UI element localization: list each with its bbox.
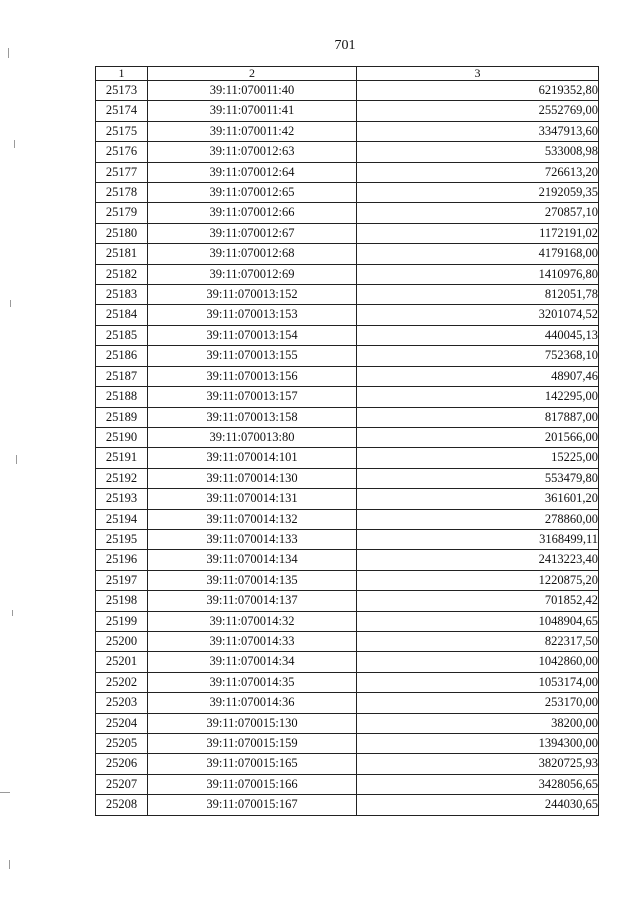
cadastral-number-cell: 39:11:070014:132	[148, 509, 357, 529]
cadastral-number-cell: 39:11:070014:33	[148, 631, 357, 651]
row-number-cell: 25200	[96, 631, 148, 651]
cadastral-value-cell: 270857,10	[357, 203, 599, 223]
cadastral-value-cell: 48907,46	[357, 366, 599, 386]
cadastral-value-cell: 553479,80	[357, 468, 599, 488]
cadastral-number-cell: 39:11:070012:66	[148, 203, 357, 223]
table-row	[96, 346, 599, 366]
cadastral-value-cell: 440045,13	[357, 325, 599, 345]
column-header-2: 2	[148, 67, 357, 81]
scan-mark	[9, 860, 10, 869]
cadastral-number-cell: 39:11:070014:32	[148, 611, 357, 631]
row-number-cell: 25187	[96, 366, 148, 386]
row-number-cell: 25180	[96, 223, 148, 243]
cadastral-value-cell: 2552769,00	[357, 101, 599, 121]
cadastral-number-cell: 39:11:070014:130	[148, 468, 357, 488]
row-number-cell: 25203	[96, 693, 148, 713]
cadastral-value-cell: 201566,00	[357, 427, 599, 447]
table-row	[96, 652, 599, 672]
row-number-cell: 25176	[96, 142, 148, 162]
cadastral-number-cell: 39:11:070014:134	[148, 550, 357, 570]
cadastral-value-cell: 142295,00	[357, 387, 599, 407]
table-row	[96, 162, 599, 182]
cadastral-number-cell: 39:11:070013:157	[148, 387, 357, 407]
table-row	[96, 734, 599, 754]
row-number-cell: 25196	[96, 550, 148, 570]
table-row	[96, 693, 599, 713]
table-row	[96, 183, 599, 203]
cadastral-number-cell: 39:11:070014:133	[148, 529, 357, 549]
row-number-cell: 25192	[96, 468, 148, 488]
cadastral-value-cell: 244030,65	[357, 795, 599, 815]
row-number-cell: 25191	[96, 448, 148, 468]
cadastral-number-cell: 39:11:070013:152	[148, 285, 357, 305]
row-number-cell: 25207	[96, 774, 148, 794]
cadastral-number-cell: 39:11:070012:67	[148, 223, 357, 243]
scan-mark	[8, 48, 9, 58]
row-number-cell: 25186	[96, 346, 148, 366]
row-number-cell: 25202	[96, 672, 148, 692]
row-number-cell: 25204	[96, 713, 148, 733]
cadastral-number-cell: 39:11:070014:135	[148, 570, 357, 590]
cadastral-value-cell: 361601,20	[357, 489, 599, 509]
cadastral-value-cell: 1042860,00	[357, 652, 599, 672]
row-number-cell: 25174	[96, 101, 148, 121]
table-row	[96, 121, 599, 141]
cadastral-number-cell: 39:11:070014:131	[148, 489, 357, 509]
row-number-cell: 25178	[96, 183, 148, 203]
cadastral-number-cell: 39:11:070012:69	[148, 264, 357, 284]
row-number-cell: 25173	[96, 81, 148, 101]
cadastral-number-cell: 39:11:070013:153	[148, 305, 357, 325]
cadastral-value-table	[95, 66, 599, 816]
row-number-cell: 25177	[96, 162, 148, 182]
table-row	[96, 142, 599, 162]
cadastral-number-cell: 39:11:070013:155	[148, 346, 357, 366]
table-header-row	[96, 67, 599, 81]
cadastral-number-cell: 39:11:070014:101	[148, 448, 357, 468]
column-header-1: 1	[96, 67, 148, 81]
table-row	[96, 468, 599, 488]
row-number-cell: 25188	[96, 387, 148, 407]
table-row	[96, 795, 599, 815]
cadastral-value-cell: 1394300,00	[357, 734, 599, 754]
row-number-cell: 25206	[96, 754, 148, 774]
page-number: 701	[334, 38, 356, 53]
cadastral-number-cell: 39:11:070011:41	[148, 101, 357, 121]
table-row	[96, 631, 599, 651]
table-row	[96, 203, 599, 223]
table-row	[96, 427, 599, 447]
cadastral-number-cell: 39:11:070014:34	[148, 652, 357, 672]
cadastral-value-cell: 38200,00	[357, 713, 599, 733]
table-row	[96, 387, 599, 407]
cadastral-number-cell: 39:11:070012:64	[148, 162, 357, 182]
row-number-cell: 25198	[96, 591, 148, 611]
row-number-cell: 25195	[96, 529, 148, 549]
table-row	[96, 550, 599, 570]
table-row	[96, 101, 599, 121]
table-row	[96, 81, 599, 101]
table-row	[96, 325, 599, 345]
cadastral-value-cell: 278860,00	[357, 509, 599, 529]
cadastral-value-cell: 1410976,80	[357, 264, 599, 284]
table-row	[96, 407, 599, 427]
cadastral-value-cell: 533008,98	[357, 142, 599, 162]
table-row	[96, 244, 599, 264]
cadastral-value-cell: 3347913,60	[357, 121, 599, 141]
row-number-cell: 25179	[96, 203, 148, 223]
cadastral-value-cell: 817887,00	[357, 407, 599, 427]
cadastral-number-cell: 39:11:070014:137	[148, 591, 357, 611]
row-number-cell: 25193	[96, 489, 148, 509]
scan-mark	[14, 140, 15, 148]
row-number-cell: 25199	[96, 611, 148, 631]
cadastral-number-cell: 39:11:070013:158	[148, 407, 357, 427]
row-number-cell: 25183	[96, 285, 148, 305]
scan-mark	[10, 300, 11, 307]
table-row	[96, 529, 599, 549]
cadastral-value-cell: 3168499,11	[357, 529, 599, 549]
scan-mark	[16, 455, 17, 464]
cadastral-number-cell: 39:11:070012:63	[148, 142, 357, 162]
cadastral-value-cell: 2192059,35	[357, 183, 599, 203]
cadastral-value-cell: 1220875,20	[357, 570, 599, 590]
cadastral-value-cell: 726613,20	[357, 162, 599, 182]
table-row	[96, 285, 599, 305]
cadastral-value-cell: 1172191,02	[357, 223, 599, 243]
cadastral-number-cell: 39:11:070013:156	[148, 366, 357, 386]
table-row	[96, 448, 599, 468]
table-row	[96, 672, 599, 692]
cadastral-number-cell: 39:11:070015:165	[148, 754, 357, 774]
table-body	[96, 81, 599, 816]
table-row	[96, 591, 599, 611]
cadastral-number-cell: 39:11:070013:154	[148, 325, 357, 345]
cadastral-value-cell: 4179168,00	[357, 244, 599, 264]
cadastral-number-cell: 39:11:070015:167	[148, 795, 357, 815]
row-number-cell: 25197	[96, 570, 148, 590]
table-row	[96, 774, 599, 794]
cadastral-value-cell: 253170,00	[357, 693, 599, 713]
table-row	[96, 366, 599, 386]
cadastral-value-cell: 2413223,40	[357, 550, 599, 570]
cadastral-number-cell: 39:11:070014:36	[148, 693, 357, 713]
row-number-cell: 25185	[96, 325, 148, 345]
cadastral-number-cell: 39:11:070014:35	[148, 672, 357, 692]
cadastral-value-cell: 6219352,80	[357, 81, 599, 101]
cadastral-number-cell: 39:11:070012:68	[148, 244, 357, 264]
column-header-3: 3	[357, 67, 599, 81]
cadastral-number-cell: 39:11:070011:40	[148, 81, 357, 101]
cadastral-value-cell: 1053174,00	[357, 672, 599, 692]
cadastral-value-cell: 1048904,65	[357, 611, 599, 631]
table-row	[96, 489, 599, 509]
table-row	[96, 264, 599, 284]
cadastral-number-cell: 39:11:070013:80	[148, 427, 357, 447]
row-number-cell: 25189	[96, 407, 148, 427]
cadastral-value-cell: 3201074,52	[357, 305, 599, 325]
table-row	[96, 713, 599, 733]
row-number-cell: 25205	[96, 734, 148, 754]
cadastral-value-cell: 812051,78	[357, 285, 599, 305]
cadastral-number-cell: 39:11:070015:166	[148, 774, 357, 794]
cadastral-value-cell: 15225,00	[357, 448, 599, 468]
scan-mark	[0, 792, 10, 793]
cadastral-value-cell: 822317,50	[357, 631, 599, 651]
row-number-cell: 25181	[96, 244, 148, 264]
table-row	[96, 305, 599, 325]
table-row	[96, 570, 599, 590]
cadastral-number-cell: 39:11:070015:159	[148, 734, 357, 754]
row-number-cell: 25184	[96, 305, 148, 325]
cadastral-number-cell: 39:11:070011:42	[148, 121, 357, 141]
table-row	[96, 509, 599, 529]
table-row	[96, 611, 599, 631]
table-row	[96, 223, 599, 243]
row-number-cell: 25201	[96, 652, 148, 672]
cadastral-number-cell: 39:11:070012:65	[148, 183, 357, 203]
row-number-cell: 25190	[96, 427, 148, 447]
scan-mark	[12, 610, 13, 616]
cadastral-value-cell: 701852,42	[357, 591, 599, 611]
cadastral-value-cell: 3428056,65	[357, 774, 599, 794]
cadastral-value-cell: 752368,10	[357, 346, 599, 366]
table-row	[96, 754, 599, 774]
row-number-cell: 25208	[96, 795, 148, 815]
cadastral-value-cell: 3820725,93	[357, 754, 599, 774]
cadastral-number-cell: 39:11:070015:130	[148, 713, 357, 733]
row-number-cell: 25182	[96, 264, 148, 284]
row-number-cell: 25194	[96, 509, 148, 529]
row-number-cell: 25175	[96, 121, 148, 141]
